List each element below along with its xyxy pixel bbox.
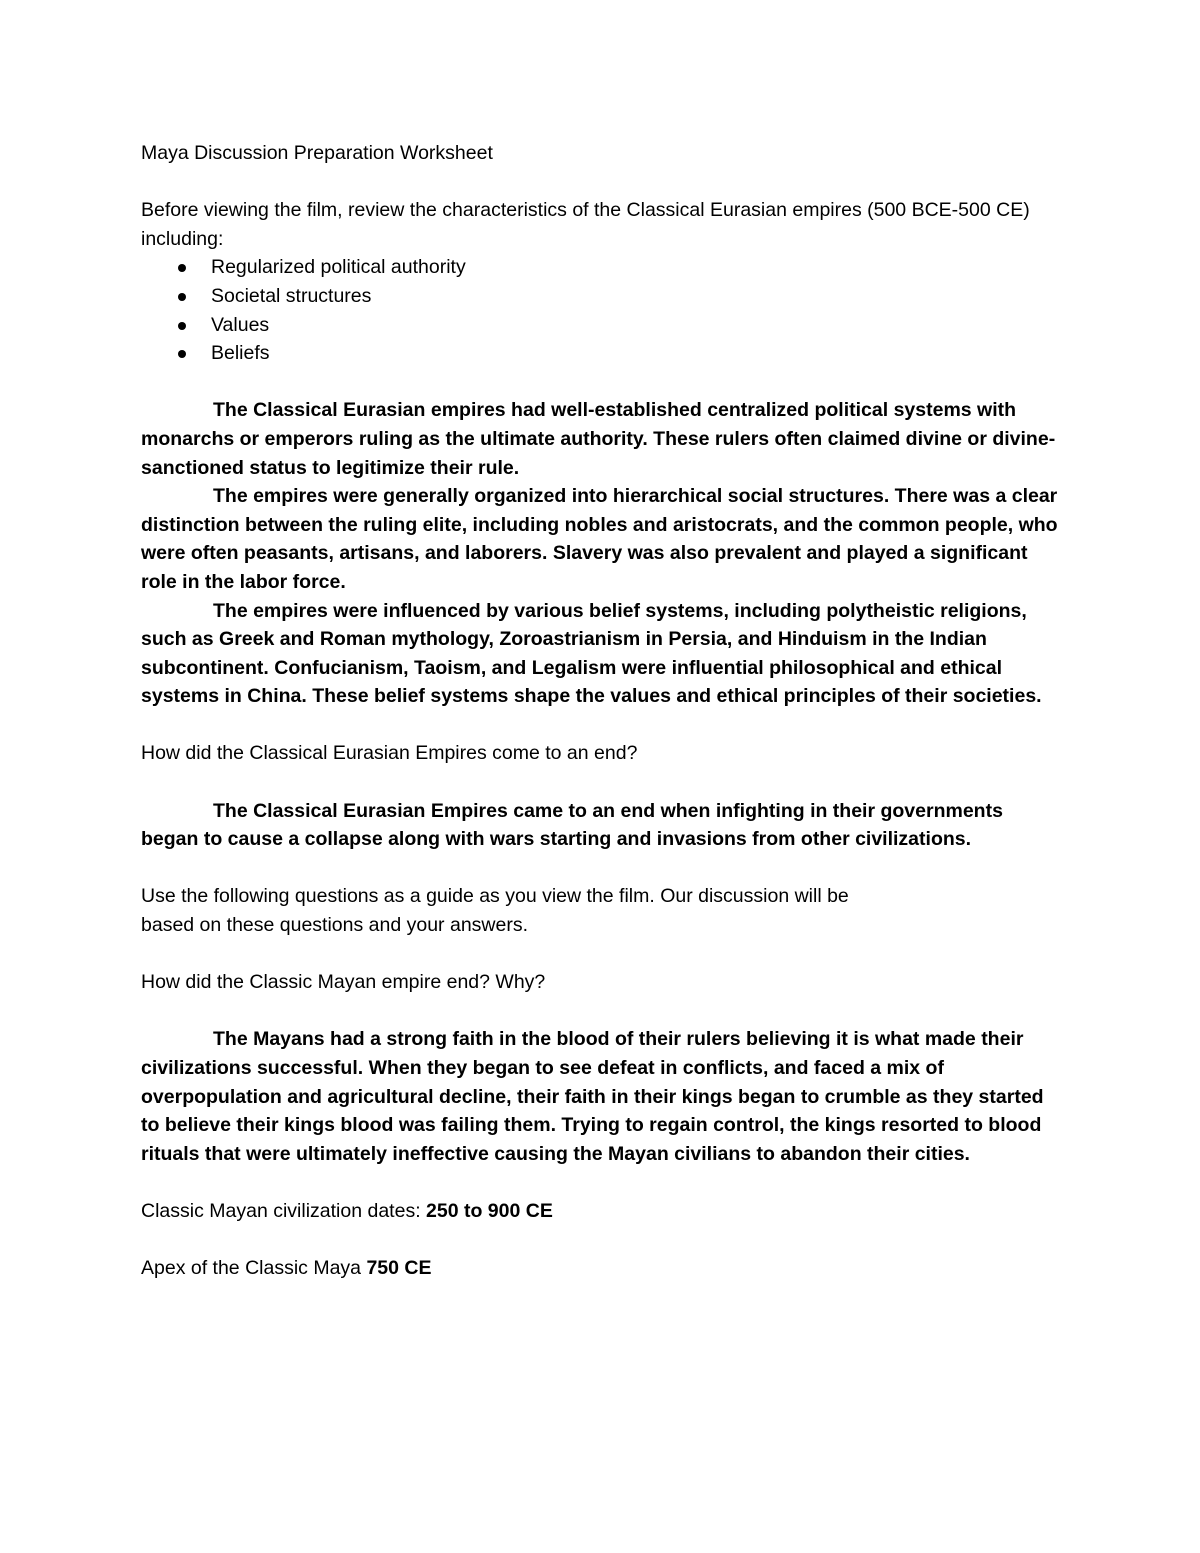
- maya-dates-label: Classic Mayan civilization dates:: [141, 1199, 427, 1222]
- spacer: [141, 1168, 1061, 1197]
- answer-eurasian-end: The Classical Eurasian Empires came to an end when infighting in their governments began to cause a collapse along with wars starting and invasions from other civilizations.: [141, 799, 1003, 851]
- bullet-icon: [178, 350, 186, 358]
- intro-text: Before viewing the film, review the characteristics of the Classical Eurasian empires (500 BCE-500 CE) including:: [141, 199, 1030, 250]
- bullet-icon: [178, 293, 186, 301]
- question-eurasian-end: How did the Classical Eurasian Empires come to an end?: [141, 742, 638, 765]
- document-page: [141, 139, 1061, 1283]
- spacer: [141, 711, 1061, 740]
- list-item: [141, 282, 1061, 311]
- list-item: [141, 311, 1061, 340]
- maya-apex-value: 750 CE: [366, 1257, 432, 1280]
- list-item-label: Societal structures: [211, 284, 372, 307]
- document-title: Maya Discussion Preparation Worksheet: [141, 142, 493, 164]
- bullet-icon: [178, 264, 186, 272]
- answer-maya-end: The Mayans had a strong faith in the blood of their rulers believing it is what made their civilizations successful. When they began to see defeat in conflicts, and faced a mix of overpopulation and agricultural decline, their faith in their kings began to crumble as they started to believe their kings blood was failing them. Trying to regain control, the kings resorted to blood rituals that were ultimately ineffective causing the Mayan civilians to abandon their cities.: [141, 1028, 1044, 1165]
- characteristics-list: [141, 253, 1061, 367]
- spacer: [141, 940, 1061, 969]
- answer-societal: The empires were generally organized into hierarchical social structures. There was a clear distinction between the ruling elite, including nobles and aristocrats, and the common people, who were often peasants, artisans, and laborers. Slavery was also prevalent and played a significant role in the labor force.: [141, 485, 1058, 593]
- spacer: [141, 997, 1061, 1026]
- spacer: [141, 368, 1061, 397]
- spacer: [141, 168, 1061, 197]
- maya-apex-line: [141, 1254, 1061, 1283]
- answer-political: The Classical Eurasian empires had well-established centralized political systems with monarchs or emperors ruling as the ultimate authority. These rulers often claimed divine or divine-sanctioned status to legitimize their rule.: [141, 399, 1056, 479]
- question-maya-end: How did the Classic Mayan empire end? Why?: [141, 971, 546, 994]
- spacer: [141, 1226, 1061, 1255]
- list-item: [141, 253, 1061, 282]
- answer-beliefs: The empires were influenced by various belief systems, including polytheistic religions, such as Greek and Roman mythology, Zoroastrianism in Persia, and Hinduism in the Indian subcontinent. Confucianism, Taoism, and Legalism were influential philosophical and ethical systems in China. These belief systems shape the values and ethical principles of their societies.: [141, 599, 1042, 708]
- spacer: [141, 768, 1061, 797]
- list-item-label: Regularized political authority: [211, 256, 466, 279]
- maya-apex-label: Apex of the Classic Maya: [141, 1257, 367, 1280]
- list-item-label: Beliefs: [211, 342, 270, 365]
- guide-line-1: Use the following questions as a guide as you view the film. Our discussion will be: [141, 885, 849, 908]
- bullet-icon: [178, 322, 186, 330]
- list-item: [141, 339, 1061, 368]
- spacer: [141, 854, 1061, 883]
- maya-dates-line: [141, 1197, 1061, 1226]
- maya-dates-value: 250 to 900 CE: [426, 1199, 553, 1222]
- list-item-label: Values: [211, 313, 270, 336]
- guide-line-2: based on these questions and your answers.: [141, 914, 529, 937]
- guide-instructions: [141, 882, 1061, 939]
